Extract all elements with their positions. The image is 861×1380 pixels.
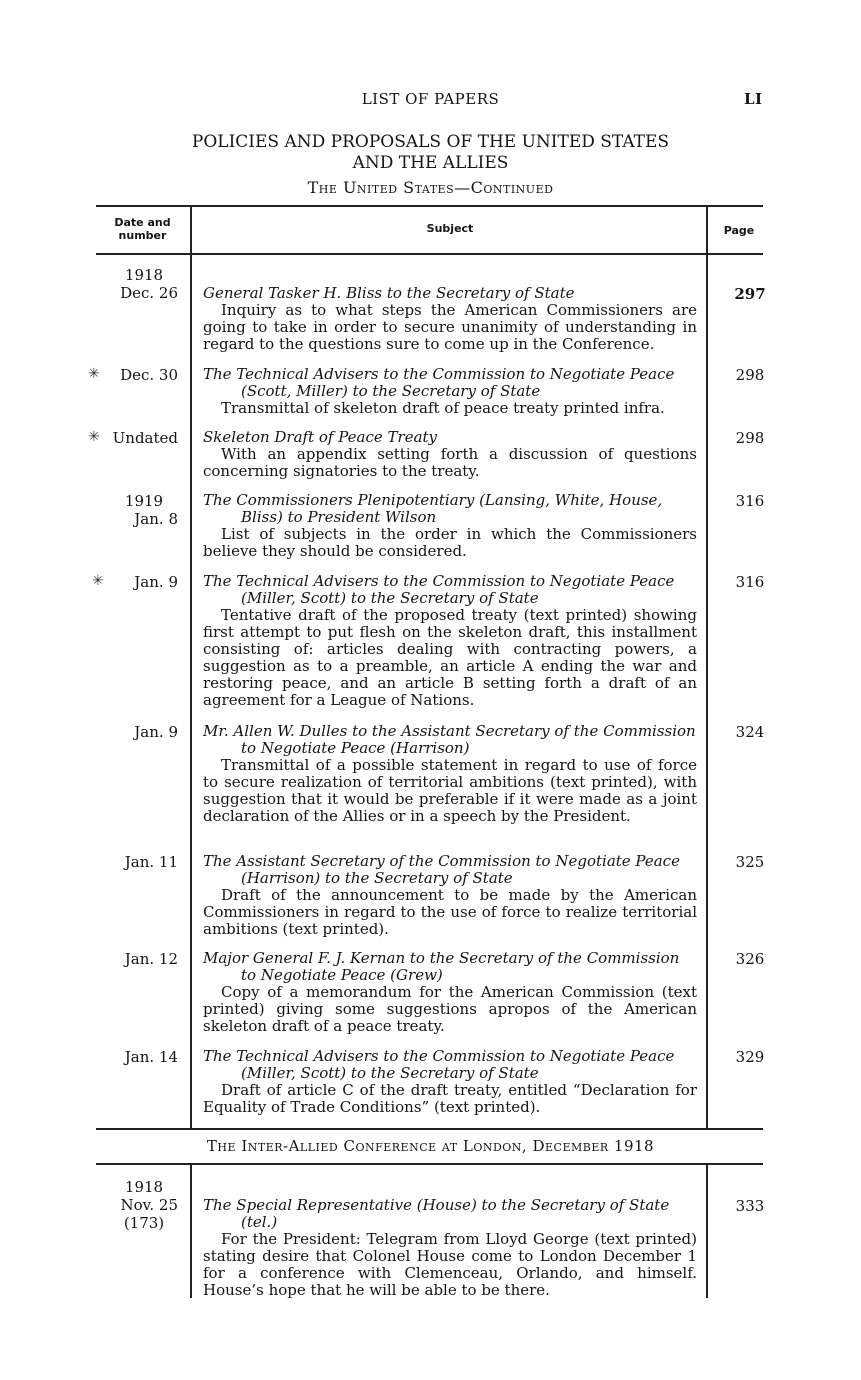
entry-date: 1918 Nov. 25 (173) bbox=[88, 1178, 178, 1232]
entry-date: Dec. 30 bbox=[120, 366, 178, 384]
entry-year: 1919 bbox=[124, 492, 164, 510]
entry-description: List of subjects in the order in which the Commissioners believe they should be considered. bbox=[203, 525, 697, 560]
entry-description: Tentative draft of the proposed treaty (text printed) showing first attempt to put flesh on the skeleton draft, this installment consisting of: articles dealing with contracting powers, a suggestion as to a preamble, an article A ending the war and restoring peace, and an article B setting forth a draft of an agreement for a League of Nations. bbox=[203, 606, 697, 709]
entry-page-number: 316 bbox=[735, 573, 765, 591]
entry-subject bbox=[203, 950, 697, 1035]
entry-page-number: 316 bbox=[735, 492, 765, 510]
entry-title: General Tasker H. Bliss to the Secretary of State bbox=[203, 284, 575, 302]
column-header-subject: Subject bbox=[426, 222, 474, 235]
section-rule bbox=[96, 1128, 763, 1130]
entry-subject bbox=[203, 1048, 697, 1116]
running-title: LIST OF PAPERS bbox=[361, 90, 500, 108]
entry-date: Jan. 14 bbox=[124, 1048, 178, 1066]
entry-title: The Assistant Secretary of the Commission to Negotiate Peace (Harrison) to the Secretary of State bbox=[203, 852, 680, 887]
entry-description: Draft of article C of the draft treaty, entitled “Declaration for Equality of Trade Conditions” (text printed). bbox=[203, 1081, 697, 1116]
column-header-date: Date and number bbox=[114, 216, 171, 242]
entry-subject bbox=[203, 853, 697, 938]
entry-description: Inquiry as to what steps the American Commissioners are going to take in order to secure unanimity of understanding in regard to the questions sure to come up in the Conference. bbox=[203, 301, 697, 353]
section-title-line-2: AND THE ALLIES bbox=[352, 153, 509, 173]
entry-description: For the President: Telegram from Lloyd George (text printed) stating desire that Colonel House come to London December 1 for a conference with Clemenceau, Orlando, and himself. House’s hope that he will be able to be there. bbox=[203, 1230, 697, 1299]
column-divider-left bbox=[190, 205, 192, 1128]
entry-subject bbox=[203, 1197, 697, 1299]
entry-description: With an appendix setting forth a discussion of questions concerning signatories to the treaty. bbox=[203, 445, 697, 480]
entry-year: 1918 bbox=[124, 266, 164, 284]
entry-date: Jan. 12 bbox=[124, 950, 178, 968]
entry-title: The Technical Advisers to the Commission to Negotiate Peace (Scott, Miller) to the Secretary of State bbox=[203, 365, 675, 400]
subsection-title: The United States—Continued bbox=[307, 178, 554, 197]
entry-subject bbox=[203, 723, 697, 825]
table-header-rule bbox=[96, 253, 763, 255]
entry-subject bbox=[203, 285, 697, 353]
asterisk-mark: ✳ bbox=[92, 573, 104, 589]
table-top-rule bbox=[96, 205, 763, 207]
section-rule bbox=[96, 1163, 763, 1165]
entry-date: Jan. 9 bbox=[134, 723, 178, 741]
column-divider-right bbox=[706, 1163, 708, 1298]
entry-description: Transmittal of skeleton draft of peace treaty printed infra. bbox=[221, 399, 665, 417]
entry-number: (173) bbox=[123, 1214, 165, 1232]
entry-page-number: 326 bbox=[735, 950, 765, 968]
page-folio: LI bbox=[744, 90, 763, 108]
entry-subject bbox=[203, 573, 697, 709]
entry-description: Draft of the announcement to be made by the American Commissioners in regard to the use of force to realize territorial ambitions (text printed). bbox=[203, 886, 697, 938]
entry-date: Undated bbox=[112, 429, 178, 447]
entry-page-number: 333 bbox=[735, 1197, 765, 1215]
entry-page-number: 329 bbox=[735, 1048, 765, 1066]
entry-page-number: 297 bbox=[734, 285, 766, 303]
entry-page-number: 325 bbox=[735, 853, 765, 871]
entry-page-number: 298 bbox=[735, 429, 765, 447]
entry-subject bbox=[203, 429, 697, 480]
section-title bbox=[0, 132, 861, 174]
asterisk-mark: ✳ bbox=[88, 429, 100, 445]
entry-title: Skeleton Draft of Peace Treaty bbox=[203, 428, 438, 446]
column-divider-right bbox=[706, 205, 708, 1128]
entry-year: 1918 bbox=[124, 1178, 164, 1196]
entry-date: 1918 Dec. 26 bbox=[88, 266, 178, 302]
column-header-page: Page bbox=[723, 224, 755, 237]
entry-page-number: 298 bbox=[735, 366, 765, 384]
entry-title: The Technical Advisers to the Commission to Negotiate Peace (Miller, Scott) to the Secretary of State bbox=[203, 572, 675, 607]
entry-title: The Special Representative (House) to the Secretary of State (tel.) bbox=[203, 1196, 670, 1231]
entry-subject bbox=[203, 366, 697, 417]
entry-title: Major General F. J. Kernan to the Secretary of the Commission to Negotiate Peace (Grew) bbox=[203, 949, 680, 984]
entry-description: Copy of a memorandum for the American Commission (text printed) giving some suggestions apropos of the American skeleton draft of a peace treaty. bbox=[203, 983, 697, 1035]
asterisk-mark: ✳ bbox=[88, 366, 100, 382]
entry-title: The Commissioners Plenipotentiary (Lansing, White, House, Bliss) to President Wilson bbox=[203, 491, 663, 526]
entry-subject bbox=[203, 492, 697, 560]
section-title-line-1: POLICIES AND PROPOSALS OF THE UNITED STATES bbox=[191, 132, 670, 152]
entry-title: The Technical Advisers to the Commission to Negotiate Peace (Miller, Scott) to the Secretary of State bbox=[203, 1047, 675, 1082]
entry-date: 1919 Jan. 8 bbox=[88, 492, 178, 528]
entry-date: Jan. 9 bbox=[134, 573, 178, 591]
entry-date: Jan. 11 bbox=[124, 853, 178, 871]
entry-page-number: 324 bbox=[735, 723, 765, 741]
entry-description: Transmittal of a possible statement in regard to use of force to secure realization of territorial ambitions (text printed), with suggestion that it would be preferable if it were made as a joint declaration of the Allies or in a speech by the President. bbox=[203, 756, 697, 825]
section-heading: The Inter-Allied Conference at London, December 1918 bbox=[206, 1137, 655, 1155]
entry-title: Mr. Allen W. Dulles to the Assistant Secretary of the Commission to Negotiate Peace (Harrison) bbox=[203, 722, 696, 757]
column-divider-left bbox=[190, 1163, 192, 1298]
